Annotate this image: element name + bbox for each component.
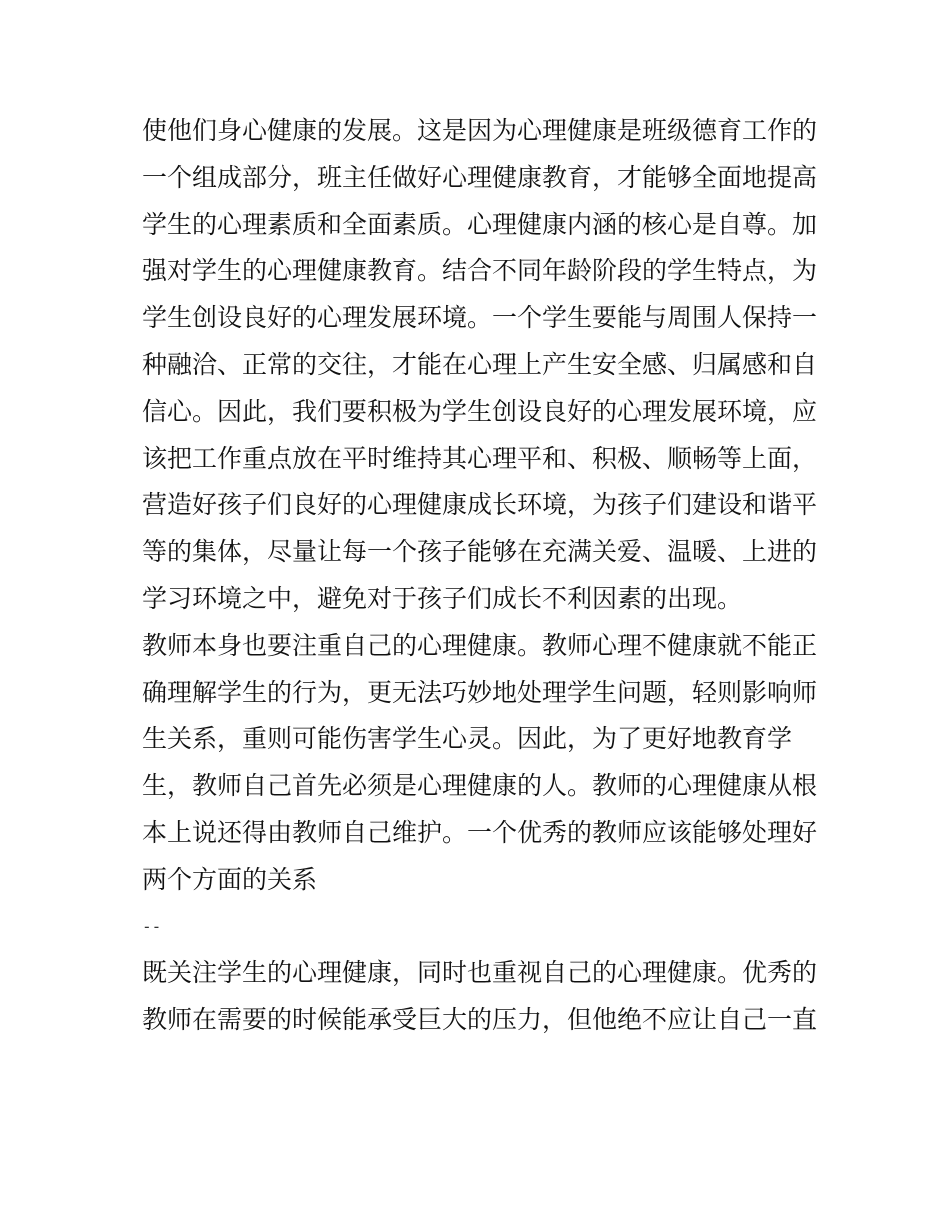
- text-line: 种融洽、正常的交往，才能在心理上产生安全感、归属感和自: [142, 349, 818, 379]
- text-line: 确理解学生的行为，更无法巧妙地处理学生问题，轻则影响师: [142, 677, 818, 707]
- text-line: 该把工作重点放在平时维持其心理平和、积极、顺畅等上面，: [142, 443, 818, 473]
- text-line: 等的集体，尽量让每一个孩子能够在充满关爱、温暖、上进的: [142, 537, 818, 567]
- text-line: 既关注学生的心理健康，同时也重视自己的心理健康。优秀的: [142, 958, 818, 988]
- text-line: 学生的心理素质和全面素质。心理健康内涵的核心是自尊。加: [142, 209, 818, 239]
- text-line: 生关系，重则可能伤害学生心灵。因此，为了更好地教育学: [142, 724, 793, 754]
- text-line: 两个方面的关系: [142, 864, 318, 894]
- text-line: 教师本身也要注重自己的心理健康。教师心理不健康就不能正: [142, 630, 818, 660]
- text-line: 本上说还得由教师自己维护。一个优秀的教师应该能够处理好: [142, 817, 818, 847]
- text-line: 营造好孩子们良好的心理健康成长环境，为孩子们建设和谐平: [142, 490, 818, 520]
- text-line: 使他们身心健康的发展。这是因为心理健康是班级德育工作的: [142, 116, 818, 145]
- text-line: 教师在需要的时候能承受巨大的压力，但他绝不应让自己一直: [142, 1005, 818, 1035]
- text-line: 信心。因此，我们要积极为学生创设良好的心理发展环境，应: [142, 396, 818, 426]
- text-line: 强对学生的心理健康教育。结合不同年龄阶段的学生特点，为: [142, 256, 818, 286]
- body-text: [142, 108, 822, 1044]
- text-line: 生，教师自己首先必须是心理健康的人。教师的心理健康从根: [142, 771, 818, 801]
- text-line: 一个组成部分，班主任做好心理健康教育，才能够全面地提高: [142, 162, 818, 192]
- separator-mark: --: [142, 916, 162, 936]
- text-line: 学生创设良好的心理发展环境。一个学生要能与周围人保持一: [142, 303, 818, 333]
- text-line: 学习环境之中，避免对于孩子们成长不利因素的出现。: [142, 583, 743, 613]
